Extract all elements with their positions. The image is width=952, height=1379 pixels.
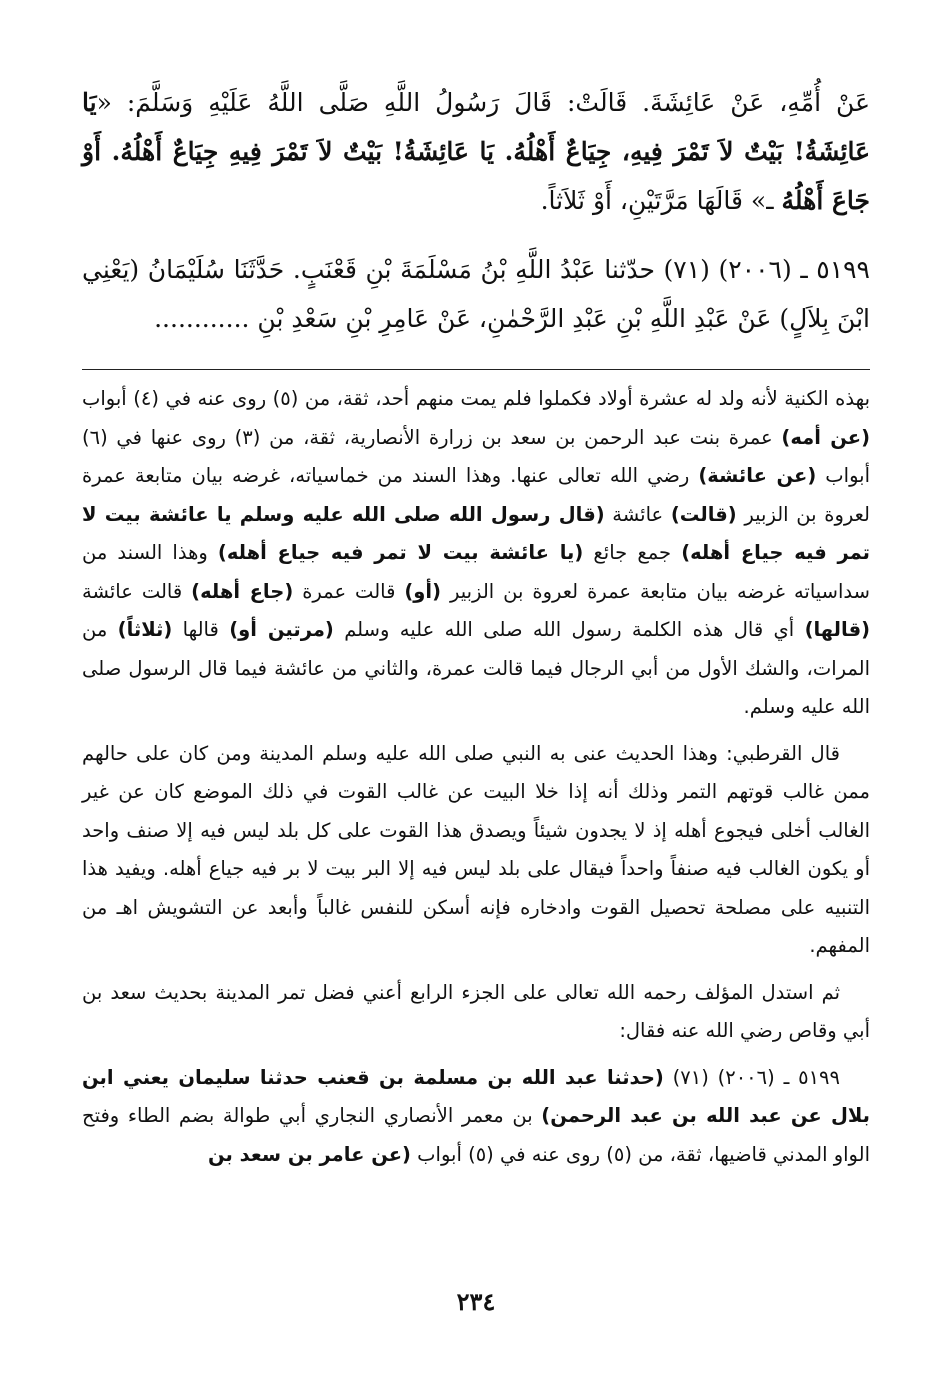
text-segment: وهذا السند من سداسياته غرضه بيان متابعة عمرة لعروة بن الزبير — [82, 541, 870, 603]
text-segment: قالت عائشة — [82, 579, 192, 603]
text-segment: رضي الله تعالى عنها. وهذا السند من خماسياته، غرضه بيان متابعة عمرة لعروة بن الزبير — [82, 464, 870, 526]
text-segment: قالت عمرة — [293, 579, 405, 603]
text-segment: عائشة — [604, 502, 671, 526]
hadith-text — [82, 78, 870, 343]
bold-segment: (أو) — [404, 579, 442, 603]
text-segment: بهذه الكنية لأنه ولد له عشرة أولاد فكملوا فلم يمت منهم أحد، ثقة، من (٥) روى عنه في (٤) أبواب — [82, 387, 870, 410]
text-segment: من المرات، والشك الأول من أبي الرجال فيما قالت عمرة، والثاني من عائشة فيما قال الرسول صلى الله عليه وسلم. — [82, 618, 870, 718]
commentary-text — [82, 380, 870, 1174]
commentary-paragraph-2: قال القرطبي: وهذا الحديث عنى به النبي صلى الله عليه وسلم المدينة ومن كان على حالهم ممن غالب قوتهم التمر وذلك أنه إذا خلا البيت عن غالب القوت في ذلك الموضع كان عن غير الغالب أخلى فيجوع أهله إذ لا يجدون شيئاً ويصدق هذا القوت على كل بلد ليس فيه إلا صنف واحد أو يكون الغالب فيه صنفاً واحداً فيقال على بلد ليس فيه إلا البر بيت لا بر فيه جياع أهله. ويفيد هذا التنبيه على مصلحة تحصيل القوت وادخاره فإنه أسكن للنفس غالباً وأبعد عن التشويش اهـ من المفهم. — [82, 741, 870, 957]
commentary-paragraph-4 — [82, 1059, 870, 1175]
text-segment: بن معمر الأنصاري النجاري أبي طوالة بضم الطاء وفتح الواو المدني قاضيها، ثقة، من (٥) روى عنه في (٥) أبواب — [82, 1104, 870, 1166]
footnote-divider — [82, 369, 870, 370]
text-segment: ٥١٩٩ ـ (٢٠٠٦) (٧١) — [663, 1065, 841, 1089]
text-segment: قالها — [172, 618, 230, 641]
bold-segment: (ثلاثاً) — [117, 618, 173, 641]
bold-segment: (قالت) — [670, 502, 737, 526]
text-segment: عمرة بنت عبد الرحمن بن سعد بن زرارة الأنصارية، ثقة، من (٣) روى عنها في (٦) أبواب — [82, 425, 870, 487]
bold-segment: (يا عائشة بيت لا تمر فيه جياع أهله) — [217, 541, 584, 564]
bold-segment: (عن أمه) — [781, 425, 870, 449]
text-segment: جمع جائع — [583, 541, 682, 564]
text-segment: عَنْ أُمِّهِ، عَنْ عَائِشَةَ. قَالَتْ: قَالَ رَسُولُ اللَّهِ صَلَّى اللَّهُ عَلَيْهِ وَسَلَّمَ: « — [96, 88, 870, 117]
hadith-paragraph-2: ٥١٩٩ ـ (٢٠٠٦) (٧١) حدّثنا عَبْدُ اللَّهِ بْنُ مَسْلَمَةَ بْنِ قَعْنَبٍ. حَدَّثَنَا سُلَيْمَانُ (يَعْنِي ابْنَ بِلاَلٍ) عَنْ عَبْدِ اللَّهِ بْنِ عَبْدِ الرَّحْمٰنِ، عَنْ عَامِرِ بْنِ سَعْدِ بْنِ ............ — [82, 255, 870, 333]
text-segment: ـ» قَالَهَا مَرَّتَيْنِ، أَوْ ثَلاَثاً. — [540, 186, 782, 215]
commentary-paragraph-1 — [82, 380, 870, 727]
page-number: ٢٣٤ — [456, 1287, 496, 1316]
bold-segment: (مرتين أو) — [229, 618, 334, 641]
bold-segment: يَا عَائِشَةُ! بَيْتٌ لاَ تَمْرَ فِيهِ، جِيَاعٌ أَهْلُهُ. يَا عَائِشَةُ! بَيْتٌ لاَ تَمْرَ فِيهِ جِيَاعٌ أَهْلُهُ. أَوْ جَاعَ أَهْلُهُ — [82, 88, 870, 215]
bold-segment: (قال رسول الله صلى الله عليه وسلم يا عائشة بيت لا تمر فيه جياع أهله) — [82, 502, 870, 564]
text-segment: أي قال هذه الكلمة رسول الله صلى الله عليه وسلم — [333, 618, 805, 641]
bold-segment: (عن عائشة) — [698, 464, 817, 487]
commentary-paragraph-3: ثم استدل المؤلف رحمه الله تعالى على الجزء الرابع أعني فضل تمر المدينة بحديث سعد بن أبي وقاص رضي الله عنه فقال: — [82, 980, 870, 1042]
bold-segment: (عن عامر بن سعد بن — [208, 1142, 411, 1166]
bold-segment: (قالها) — [804, 618, 871, 641]
bold-segment: (حدثنا عبد الله بن مسلمة بن قعنب حدثنا سليمان يعني ابن بلال عن عبد الله بن عبد الرحمن) — [82, 1065, 870, 1127]
bold-segment: (جاع أهله) — [191, 579, 294, 603]
hadith-paragraph-1 — [82, 78, 870, 225]
